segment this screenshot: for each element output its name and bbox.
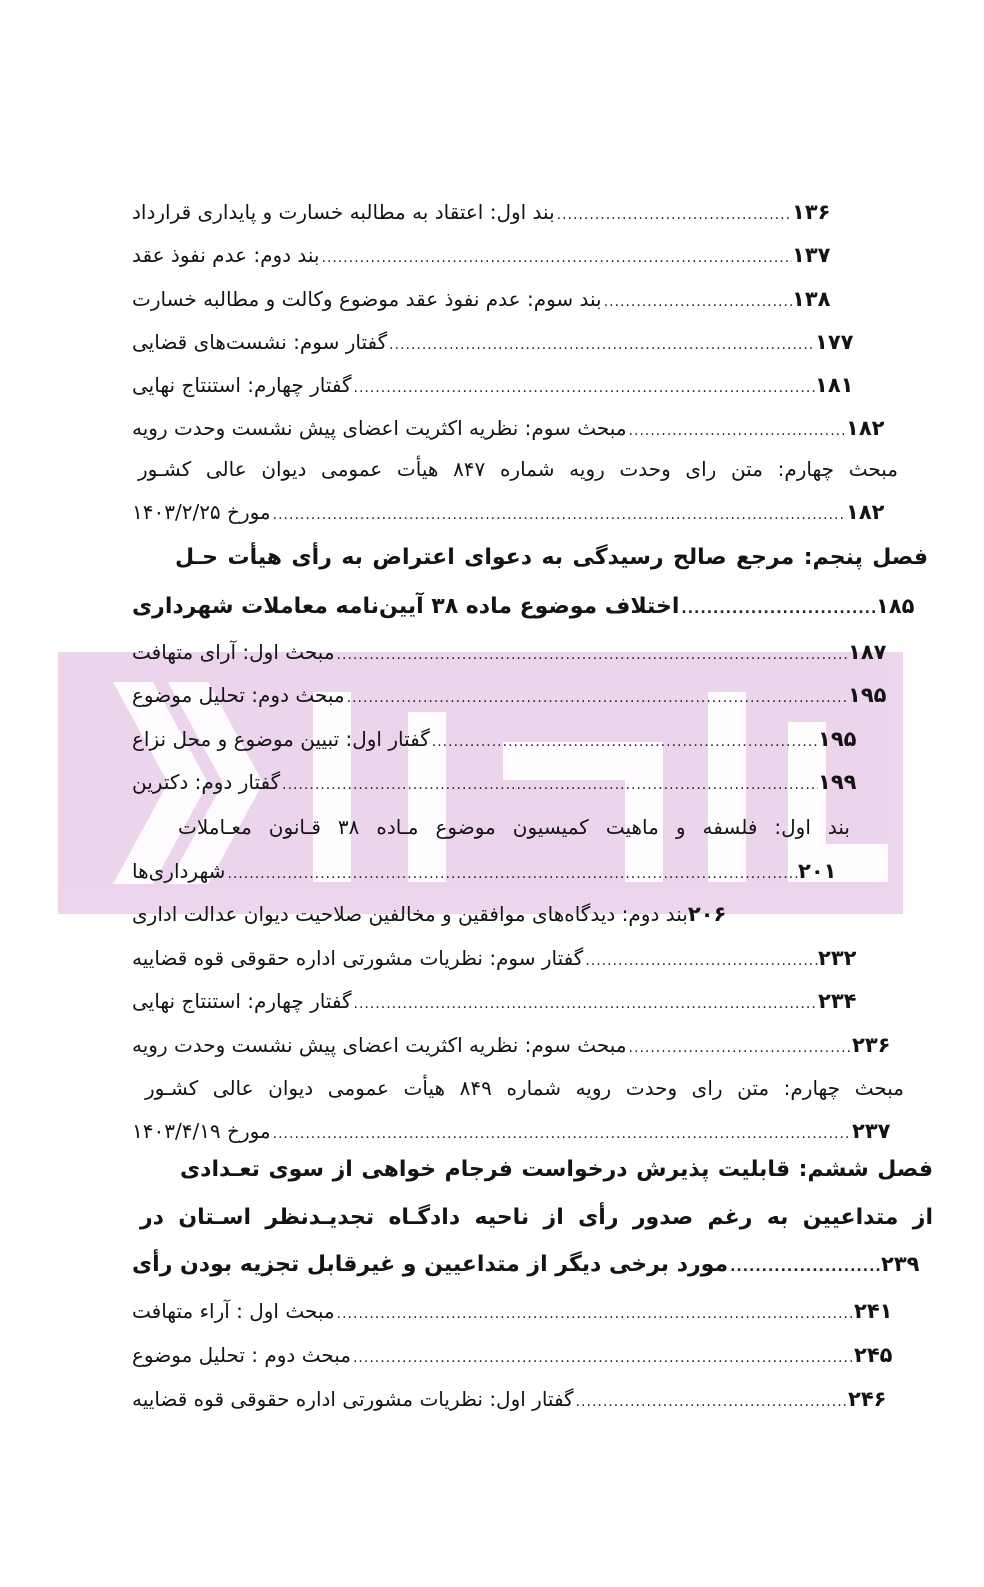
toc-leader-dots bbox=[679, 594, 876, 624]
toc-entry-title-line1: بند اول: فلسفه و ماهیت کمیسیون موضوع مـاده ۳۸ قـانون معـاملات bbox=[178, 815, 850, 839]
toc-entry-title: مبحث سوم: نظریه اکثریت اعضای پیش نشست وحدت رویه bbox=[132, 416, 627, 440]
toc-page-number: ۲۳۴ bbox=[818, 989, 857, 1013]
toc-entry[interactable] bbox=[132, 1116, 904, 1148]
toc-page-number: ۱۹۹ bbox=[818, 770, 857, 794]
toc-entry-title: شهرداری‌ها bbox=[132, 859, 226, 883]
toc-entry[interactable] bbox=[132, 413, 898, 445]
toc-entry[interactable] bbox=[132, 1030, 904, 1062]
chapter-title-line1: فصل پنجم: مرجع صالح رسیدگی به دعوای اعتراض به رأی هیأت حـل bbox=[175, 545, 928, 570]
toc-leader-dots bbox=[280, 770, 818, 800]
toc-entry[interactable] bbox=[132, 197, 844, 229]
toc-leader-dots bbox=[271, 500, 846, 530]
toc-entry-title: بند دوم: دیدگاه‌های موافقین و مخالفین صلاحیت دیوان عدالت اداری bbox=[132, 902, 688, 926]
toc-entry-title: مبحث اول: آرای متهافت bbox=[132, 640, 335, 664]
toc-leader-dots bbox=[627, 416, 846, 446]
toc-page-number: ۱۳۶ bbox=[792, 200, 831, 224]
toc-leader-dots bbox=[555, 200, 792, 230]
toc-page-number: ۱۸۱ bbox=[815, 373, 854, 397]
toc-leader-dots bbox=[602, 287, 792, 317]
toc-page-number: ۱۸۵ bbox=[876, 594, 915, 618]
toc-page-number: ۲۳۷ bbox=[852, 1119, 891, 1143]
toc-page-number: ۱۸۷ bbox=[848, 640, 887, 664]
toc-page-number: ۲۰۱ bbox=[798, 859, 837, 883]
toc-entry[interactable] bbox=[132, 986, 870, 1018]
toc-entry-title: مورخ ۱۴۰۳/۴/۱۹ bbox=[132, 1119, 271, 1143]
toc-page-number: ۱۳۸ bbox=[792, 287, 831, 311]
toc-leader-dots bbox=[271, 1119, 852, 1149]
toc-leader-dots bbox=[345, 683, 848, 713]
toc-entry-title: مبحث دوم: تحلیل موضوع bbox=[132, 683, 345, 707]
toc-entry-title: گفتار چهارم: استنتاج نهایی bbox=[132, 373, 352, 397]
toc-entry-title: مورد برخی دیگر از متداعیین و غیرقابل تجزیه بودن رأی bbox=[132, 1252, 729, 1277]
toc-chapter-entry[interactable] bbox=[132, 1249, 933, 1281]
toc-entry-title: گفتار اول: نظریات مشورتی اداره حقوقی قوه قضاییه bbox=[132, 1387, 574, 1411]
toc-leader-dots bbox=[583, 946, 818, 976]
toc-leader-dots bbox=[335, 640, 848, 670]
toc-entry[interactable] bbox=[132, 1296, 906, 1328]
toc-entry-title: مبحث اول : آراء متهافت bbox=[132, 1299, 335, 1323]
toc-leader-dots bbox=[430, 727, 818, 757]
toc-entry-title: بند سوم: عدم نفوذ عقد موضوع وکالت و مطالبه خسارت bbox=[132, 287, 602, 311]
toc-entry[interactable] bbox=[132, 284, 844, 316]
toc-page-number: ۱۳۷ bbox=[792, 243, 831, 267]
toc-page-number: ۲۳۶ bbox=[852, 1033, 891, 1057]
toc-page-number: ۲۴۶ bbox=[848, 1387, 887, 1411]
toc-entry-title: گفتار سوم: نشست‌های قضایی bbox=[132, 330, 388, 354]
toc-entry[interactable] bbox=[132, 856, 850, 888]
toc-leader-dots bbox=[320, 243, 793, 273]
toc-entry-title: بند اول: اعتقاد به مطالبه خسارت و پایداری قرارداد bbox=[132, 200, 555, 224]
toc-entry[interactable] bbox=[132, 680, 900, 712]
toc-entry[interactable] bbox=[132, 240, 844, 272]
toc-entry-title: اختلاف موضوع ماده ۳۸ آیین‌نامه معاملات شهرداری bbox=[132, 594, 680, 619]
toc-entry[interactable] bbox=[132, 497, 898, 529]
toc-page-number: ۲۳۹ bbox=[881, 1252, 920, 1276]
toc-page-number: ۱۸۲ bbox=[846, 500, 885, 524]
toc-entry-title: مورخ ۱۴۰۳/۲/۲۵ bbox=[132, 500, 271, 524]
toc-leader-dots bbox=[335, 1299, 854, 1329]
toc-page-number: ۲۴۵ bbox=[854, 1343, 893, 1367]
toc-leader-dots bbox=[574, 1387, 848, 1417]
toc-entry[interactable] bbox=[132, 327, 867, 359]
toc-entry-title: گفتار دوم: دکترین bbox=[132, 770, 281, 794]
toc-entry-title: گفتار اول: تبیین موضوع و محل نزاع bbox=[132, 727, 430, 751]
toc-chapter-entry[interactable] bbox=[132, 591, 928, 623]
chapter-title-line2: از متداعیین به رغم صدور رأی از ناحیه دادگـاه تجدیـدنظر اسـتان در bbox=[140, 1205, 933, 1230]
toc-leader-dots bbox=[387, 330, 815, 360]
toc-page-number: ۲۰۶ bbox=[687, 902, 727, 926]
toc-entry[interactable] bbox=[132, 1340, 906, 1372]
toc-entry[interactable] bbox=[132, 943, 870, 975]
toc-leader-dots bbox=[627, 1033, 852, 1063]
toc-entry[interactable] bbox=[132, 899, 850, 931]
chapter-title-line1: فصل ششم: قابلیت پذیرش درخواست فرجام خواهی از سوی تعـدادی bbox=[180, 1157, 933, 1182]
toc-entry[interactable] bbox=[132, 637, 900, 669]
toc-entry-title: بند دوم: عدم نفوذ عقد bbox=[132, 243, 320, 267]
toc-entry[interactable] bbox=[132, 724, 870, 756]
toc-page-number: ۱۹۵ bbox=[818, 727, 857, 751]
toc-page-number: ۱۷۷ bbox=[815, 330, 854, 354]
toc-entry-title: مبحث سوم: نظریه اکثریت اعضای پیش نشست وحدت رویه bbox=[132, 1033, 627, 1057]
toc-leader-dots bbox=[225, 859, 798, 889]
toc-entry-title: مبحث دوم : تحلیل موضوع bbox=[132, 1343, 351, 1367]
toc-leader-dots bbox=[351, 1343, 854, 1373]
toc-page-number: ۲۳۲ bbox=[818, 946, 857, 970]
toc-leader-dots bbox=[352, 373, 816, 403]
toc-entry[interactable] bbox=[132, 1384, 900, 1416]
toc-page-number: ۲۴۱ bbox=[854, 1299, 893, 1323]
toc-entry[interactable] bbox=[132, 370, 867, 402]
toc-entry-title-line1: مبحث چهارم: متن رای وحدت رویه شماره ۸۴۹ هیأت عمومی دیوان عالی کشـور bbox=[145, 1076, 904, 1100]
toc-page-number: ۱۸۲ bbox=[846, 416, 885, 440]
toc-entry-title-line1: مبحث چهارم: متن رای وحدت رویه شماره ۸۴۷ هیأت عمومی دیوان عالی کشـور bbox=[138, 457, 898, 481]
toc-entry-title: گفتار سوم: نظریات مشورتی اداره حقوقی قوه قضاییه bbox=[132, 946, 584, 970]
toc-entry-title: گفتار چهارم: استنتاج نهایی bbox=[132, 989, 352, 1013]
toc-entry[interactable] bbox=[132, 767, 870, 799]
toc-leader-dots bbox=[352, 989, 819, 1019]
toc-leader-dots bbox=[728, 1252, 881, 1282]
toc-page-number: ۱۹۵ bbox=[848, 683, 887, 707]
